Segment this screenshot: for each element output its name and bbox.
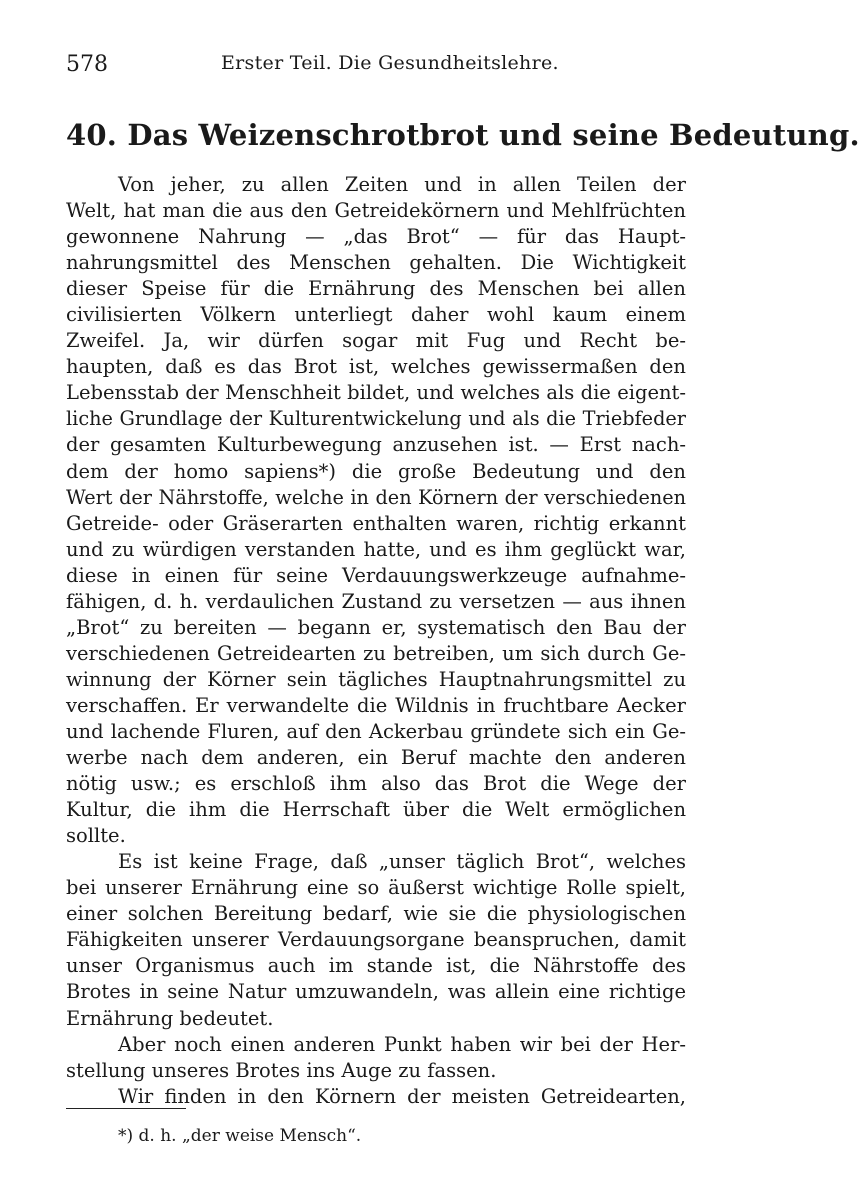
text-line: dem der homo sapiens*) die große Bedeutung und den <box>66 459 686 483</box>
text-line: fähigen, d. h. verdaulichen Zustand zu versetzen — aus ihnen <box>66 589 686 613</box>
text-line: Brotes in seine Natur umzuwandeln, was allein eine richtige <box>66 980 686 1004</box>
text-line: Kultur, die ihm die Herrschaft über die Welt ermöglichen <box>66 798 686 822</box>
text-line: stellung unseres Brotes ins Auge zu fassen. <box>66 1058 497 1082</box>
footnote-divider <box>66 1108 186 1109</box>
text-line: nötig usw.; es erschloß ihm also das Brot die Wege der <box>66 772 686 796</box>
text-line: Aber noch einen anderen Punkt haben wir bei der Her- <box>118 1032 686 1056</box>
text-line: liche Grundlage der Kulturentwickelung und als die Triebfeder <box>66 407 686 431</box>
running-title: Erster Teil. Die Gesundheitslehre. <box>221 52 559 74</box>
text-line: winnung der Körner sein tägliches Hauptnahrungsmittel zu <box>66 667 686 691</box>
text-line: „Brot“ zu bereiten — begann er, systematisch den Bau der <box>66 615 686 639</box>
text-line: und lachende Fluren, auf den Ackerbau gründete sich ein Ge- <box>66 719 686 743</box>
text-line: unser Organismus auch im stande ist, die Nährstoffe des <box>66 954 686 978</box>
text-line: Getreide- oder Gräserarten enthalten waren, richtig erkannt <box>66 511 686 535</box>
text-line: gewonnene Nahrung — „das Brot“ — für das Haupt- <box>66 225 686 249</box>
text-line: nahrungsmittel des Menschen gehalten. Die Wichtigkeit <box>66 251 686 275</box>
text-line: Es ist keine Frage, daß „unser täglich Brot“, welches <box>118 850 686 874</box>
text-line: sollte. <box>66 824 126 848</box>
text-line: Wir finden in den Körnern der meisten Getreidearten, <box>118 1084 686 1108</box>
text-line: Ernährung bedeutet. <box>66 1006 274 1030</box>
footnote: *) d. h. „der weise Mensch“. <box>118 1126 362 1146</box>
text-line: der gesamten Kulturbewegung anzusehen ist. — Erst nach- <box>66 433 686 457</box>
text-line: und zu würdigen verstanden hatte, und es ihm geglückt war, <box>66 537 686 561</box>
text-line: verschaffen. Er verwandelte die Wildnis in fruchtbare Aecker <box>66 693 686 717</box>
text-line: Zweifel. Ja, wir dürfen sogar mit Fug und Recht be- <box>66 329 686 353</box>
chapter-heading: 40. Das Weizenschrotbrot und seine Bedeutung. <box>66 118 860 152</box>
page-number: 578 <box>66 52 108 77</box>
text-line: civilisierten Völkern unterliegt daher wohl kaum einem <box>66 303 686 327</box>
text-line: Fähigkeiten unserer Verdauungsorgane beanspruchen, damit <box>66 928 686 952</box>
text-line: bei unserer Ernährung eine so äußerst wichtige Rolle spielt, <box>66 876 686 900</box>
running-head <box>66 50 686 80</box>
text-line: verschiedenen Getreidearten zu betreiben, um sich durch Ge- <box>66 641 686 665</box>
body-text <box>66 172 686 1110</box>
text-line: haupten, daß es das Brot ist, welches gewissermaßen den <box>66 355 686 379</box>
text-line: Wert der Nährstoffe, welche in den Körnern der verschiedenen <box>66 485 686 509</box>
text-line: dieser Speise für die Ernährung des Menschen bei allen <box>66 277 686 301</box>
text-line: Welt, hat man die aus den Getreidekörnern und Mehlfrüchten <box>66 199 686 223</box>
text-line: Lebensstab der Menschheit bildet, und welches als die eigent- <box>66 381 686 405</box>
text-line: einer solchen Bereitung bedarf, wie sie die physiologischen <box>66 902 686 926</box>
text-line: Von jeher, zu allen Zeiten und in allen Teilen der <box>118 173 686 196</box>
text-line: diese in einen für seine Verdauungswerkzeuge aufnahme- <box>66 563 686 587</box>
text-line: werbe nach dem anderen, ein Beruf machte den anderen <box>66 746 686 770</box>
